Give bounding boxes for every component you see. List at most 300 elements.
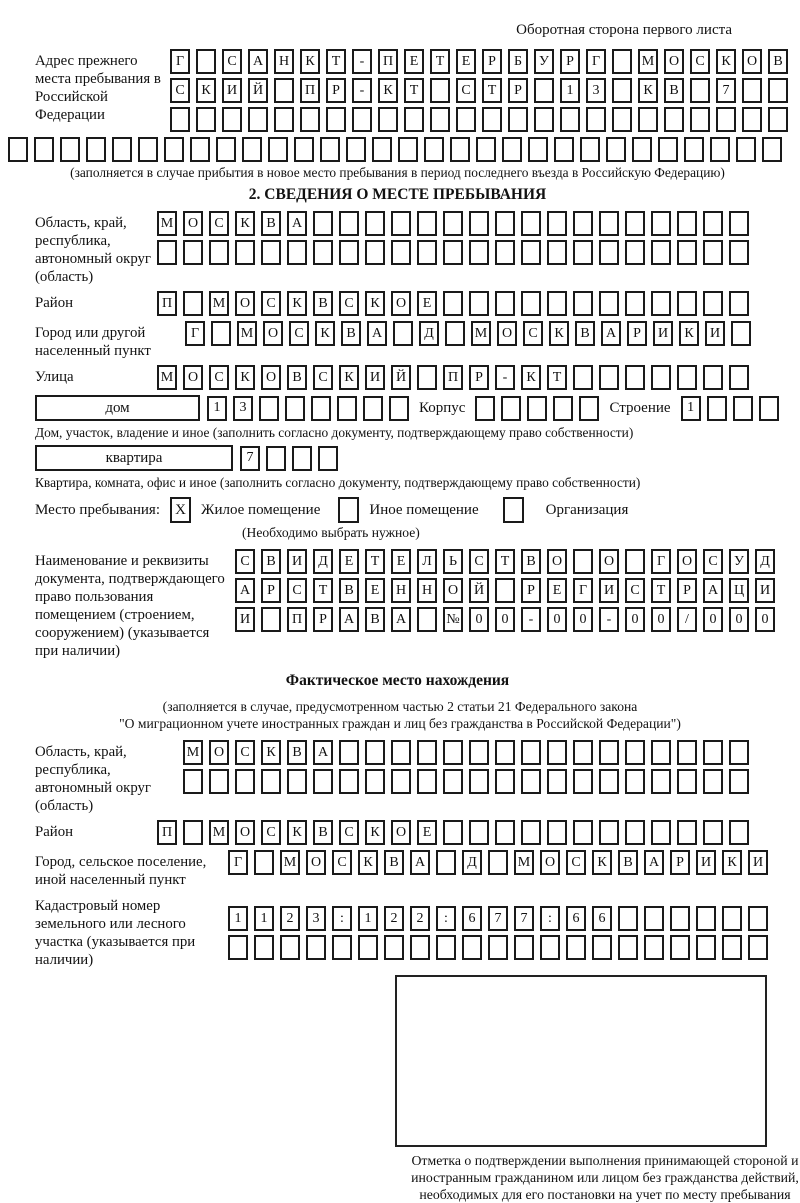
form-cell: С [566,850,586,875]
form-cell: С [261,291,281,316]
form-cell [759,396,779,421]
form-cell [417,240,437,265]
house-block [35,395,790,421]
form-cell [443,240,463,265]
form-cell [625,291,645,316]
form-cell [540,935,560,960]
form-cell [393,321,413,346]
form-cell: П [287,607,307,632]
form-cell [573,820,593,845]
form-cell: К [196,78,216,103]
form-cell: Р [508,78,528,103]
form-cell [592,935,612,960]
form-cell [292,446,312,471]
actual-location-title: Фактическое место нахождения [285,672,510,689]
form-cell: М [638,49,658,74]
form-cell [216,137,236,162]
form-cell: 1 [560,78,580,103]
form-cell: Г [185,321,205,346]
form-cell: 6 [462,906,482,931]
actual-location-caption [35,698,790,732]
form-cell: О [209,740,229,765]
form-cell [287,769,307,794]
form-cell [476,137,496,162]
korpus-label: Корпус [419,399,466,416]
form-cell: 0 [495,607,515,632]
form-cell: В [384,850,404,875]
form-cell: С [523,321,543,346]
form-cell [677,769,697,794]
form-cell: А [287,211,307,236]
form-cell [670,935,690,960]
form-cell [651,291,671,316]
form-cell [651,240,671,265]
form-cell: О [391,291,411,316]
form-cell: К [261,740,281,765]
city-block [35,321,790,360]
form-cell [384,935,404,960]
form-cell [762,137,782,162]
region-block [35,211,790,286]
form-cell [547,211,567,236]
form-cell: Т [404,78,424,103]
form-cell [501,396,521,421]
form-cell [495,740,515,765]
form-cell: : [332,906,352,931]
form-cell [508,107,528,132]
form-cell: О [677,549,697,574]
form-cell: Ц [729,578,749,603]
form-cell [703,820,723,845]
form-cell: В [341,321,361,346]
house-caption: Дом, участок, владение и иное (заполнить согласно документу, подтверждающему право собственности) [35,425,634,440]
form-cell: С [313,365,333,390]
form-cell: А [367,321,387,346]
form-cell [352,107,372,132]
form-cell [638,107,658,132]
form-cell: 1 [228,906,248,931]
form-cell: П [300,78,320,103]
form-cell: М [280,850,300,875]
form-cell: 7 [488,906,508,931]
form-cell [417,365,437,390]
form-cell: - [521,607,541,632]
form-cell: В [618,850,638,875]
form-cell [211,321,231,346]
form-cell: И [653,321,673,346]
form-cell [170,107,190,132]
form-cell [294,137,314,162]
form-cell [389,396,409,421]
form-cell: В [365,607,385,632]
form-cell [410,935,430,960]
prev-address-label: Адрес прежнего места пребывания в Российской Федерации [35,53,161,123]
form-cell [242,137,262,162]
form-cell: В [339,578,359,603]
form-cell [703,365,723,390]
form-cell [391,240,411,265]
form-cell: У [729,549,749,574]
form-cell [300,107,320,132]
form-cell [677,291,697,316]
form-cell [703,211,723,236]
form-cell: П [378,49,398,74]
form-cell [677,240,697,265]
prev-address-row-3 [170,107,788,132]
form-cell [339,740,359,765]
form-cell: И [748,850,768,875]
form-cell: С [209,211,229,236]
form-cell: Е [547,578,567,603]
form-cell [696,935,716,960]
form-cell: С [339,291,359,316]
form-cell [157,240,177,265]
form-cell [456,107,476,132]
form-cell [469,211,489,236]
form-cell: К [287,820,307,845]
form-cell [644,906,664,931]
form-cell [222,107,242,132]
form-cell [495,211,515,236]
form-cell [768,107,788,132]
form-cell: О [391,820,411,845]
actual-location-caption-line2: "О миграционном учете иностранных граждан и лиц без гражданства в Российской Федерации") [119,716,681,731]
form-cell [573,211,593,236]
form-cell [560,107,580,132]
form-cell [612,78,632,103]
apartment-field: квартира [35,445,233,471]
form-cell [443,211,463,236]
form-cell: 6 [592,906,612,931]
form-cell: Г [651,549,671,574]
form-cell [658,137,678,162]
form-cell: Т [651,578,671,603]
document-row-3 [235,607,775,632]
apartment-caption: Квартира, комната, офис и иное (заполнить согласно документу, подтверждающему право собственности) [35,475,641,490]
checkbox-inoe [338,497,359,523]
form-cell: С [261,820,281,845]
form-cell [580,137,600,162]
form-cell [450,137,470,162]
form-cell [86,137,106,162]
form-cell: 0 [703,607,723,632]
actual-city-block [35,850,790,889]
form-cell [430,78,450,103]
form-cell: К [339,365,359,390]
form-cell [339,240,359,265]
form-cell [311,396,331,421]
form-cell: А [313,740,333,765]
form-cell: 3 [586,78,606,103]
form-cell: Т [495,549,515,574]
form-cell [677,740,697,765]
form-cell [547,820,567,845]
form-cell: И [235,607,255,632]
form-cell [502,137,522,162]
form-cell [475,396,495,421]
form-cell: К [235,211,255,236]
form-cell: О [183,211,203,236]
header-note: Оборотная сторона первого листа [516,22,732,38]
form-cell: - [352,78,372,103]
form-cell [306,935,326,960]
form-cell: А [410,850,430,875]
street-block [35,365,790,390]
form-cell: Е [456,49,476,74]
form-cell: С [287,578,307,603]
form-cell [259,396,279,421]
form-cell [363,396,383,421]
form-cell: Р [677,578,697,603]
form-cell [209,769,229,794]
form-cell [164,137,184,162]
form-cell [677,365,697,390]
form-cell [318,446,338,471]
form-cell [469,769,489,794]
actual-region-row-1 [183,740,749,765]
form-cell [339,769,359,794]
form-cell: О [742,49,762,74]
form-cell: 3 [233,396,253,421]
form-cell: 0 [651,607,671,632]
form-cell: Е [417,820,437,845]
cadastral-label: Кадастровый номер земельного или лесного участка (указывается при наличии) [35,898,196,968]
form-cell: К [722,850,742,875]
option-inoe-label: Иное помещение [369,501,479,518]
form-cell: Й [391,365,411,390]
form-cell: С [332,850,352,875]
form-cell [235,240,255,265]
apartment-cells [240,446,338,471]
form-cell [625,740,645,765]
form-cell [183,291,203,316]
form-cell: Н [391,578,411,603]
form-cell: М [183,740,203,765]
form-cell [586,107,606,132]
form-cell: О [547,549,567,574]
house-number-cells [207,396,409,421]
form-cell [495,769,515,794]
form-cell [521,769,541,794]
form-cell: В [287,740,307,765]
form-cell [391,211,411,236]
form-cell: К [287,291,307,316]
form-cell: В [521,549,541,574]
form-cell: С [339,820,359,845]
city-label: Город или другой населенный пункт [35,325,151,359]
form-cell [34,137,54,162]
form-cell: О [235,820,255,845]
form-cell [326,107,346,132]
form-cell [261,607,281,632]
prev-address-row-2 [170,78,788,103]
actual-region-block [35,740,790,815]
form-cell [599,291,619,316]
form-cell: И [222,78,242,103]
form-cell [436,850,456,875]
form-cell: Т [326,49,346,74]
form-cell: А [601,321,621,346]
form-cell [196,107,216,132]
form-cell: 0 [625,607,645,632]
form-cell [443,740,463,765]
form-cell [521,820,541,845]
form-cell: Г [573,578,593,603]
form-cell [599,365,619,390]
form-cell [495,820,515,845]
form-cell [514,935,534,960]
checkbox-zhiloe: X [170,497,191,523]
form-cell [703,769,723,794]
checkbox-organizatsiya [503,497,524,523]
form-cell: Б [508,49,528,74]
form-cell: И [287,549,307,574]
form-cell [521,291,541,316]
form-cell: 7 [240,446,260,471]
form-cell [209,240,229,265]
form-cell: Д [313,549,333,574]
form-cell: С [289,321,309,346]
form-cell [313,211,333,236]
form-cell: Е [391,549,411,574]
form-cell: И [755,578,775,603]
form-cell [606,137,626,162]
form-cell [625,769,645,794]
form-cell [651,211,671,236]
form-cell [612,49,632,74]
form-cell [495,291,515,316]
form-cell: С [625,578,645,603]
form-cell: К [365,291,385,316]
form-cell [482,107,502,132]
district-row [157,291,749,316]
form-cell: К [521,365,541,390]
form-cell: 0 [729,607,749,632]
form-cell [573,549,593,574]
form-cell: Д [462,850,482,875]
form-cell: В [313,291,333,316]
form-cell [768,78,788,103]
form-cell: К [300,49,320,74]
form-cell [651,820,671,845]
form-cell [183,240,203,265]
form-cell [547,769,567,794]
stroenie-label: Строение [609,399,671,416]
form-cell [625,549,645,574]
form-cell: - [495,365,515,390]
form-cell [644,935,664,960]
form-cell [346,137,366,162]
form-cell [339,211,359,236]
form-cell: 0 [573,607,593,632]
korpus-cells [475,396,599,421]
form-cell: К [592,850,612,875]
form-cell [469,740,489,765]
form-cell [372,137,392,162]
form-cell [521,211,541,236]
form-cell [632,137,652,162]
form-cell: М [471,321,491,346]
form-cell: Е [404,49,424,74]
form-cell [469,240,489,265]
form-cell [248,107,268,132]
form-cell [488,850,508,875]
form-cell [495,240,515,265]
form-cell [736,137,756,162]
form-cell [417,607,437,632]
form-cell: С [170,78,190,103]
form-cell [274,78,294,103]
form-cell [547,240,567,265]
form-cell: Т [482,78,502,103]
form-cell: О [497,321,517,346]
form-cell: И [365,365,385,390]
form-cell: А [235,578,255,603]
form-cell: О [261,365,281,390]
form-cell [443,769,463,794]
form-cell [599,769,619,794]
form-cell: К [679,321,699,346]
form-cell: А [339,607,359,632]
form-cell: 2 [410,906,430,931]
form-cell: О [263,321,283,346]
form-cell: 7 [716,78,736,103]
form-cell [599,820,619,845]
form-cell: Д [419,321,439,346]
form-cell [527,396,547,421]
form-cell: К [358,850,378,875]
form-cell [443,291,463,316]
form-cell: 7 [514,906,534,931]
stamp-area [395,975,767,1147]
form-cell [266,446,286,471]
form-cell [261,769,281,794]
document-row-2 [235,578,775,603]
form-cell [417,211,437,236]
form-cell [729,365,749,390]
form-cell [254,935,274,960]
document-label: Наименование и реквизиты документа, подтверждающего право пользования помещением (строением, сооружением) (указывается при наличии) [35,553,225,659]
form-cell [703,240,723,265]
form-cell [651,740,671,765]
form-cell [196,49,216,74]
form-cell: К [235,365,255,390]
form-cell [287,240,307,265]
form-cell [599,240,619,265]
form-cell: И [599,578,619,603]
form-cell [733,396,753,421]
form-cell: 0 [547,607,567,632]
form-cell [748,935,768,960]
form-cell: 1 [207,396,227,421]
form-cell [391,740,411,765]
district-block [35,291,790,316]
form-cell [138,137,158,162]
form-cell: - [599,607,619,632]
form-cell: О [664,49,684,74]
form-cell [521,240,541,265]
form-cell: Т [547,365,567,390]
form-cell: А [248,49,268,74]
form-cell [716,107,736,132]
form-cell: Л [417,549,437,574]
form-cell [729,740,749,765]
region-row-1 [157,211,749,236]
form-cell: Р [627,321,647,346]
form-cell: В [575,321,595,346]
form-cell: У [534,49,554,74]
form-cell: О [599,549,619,574]
